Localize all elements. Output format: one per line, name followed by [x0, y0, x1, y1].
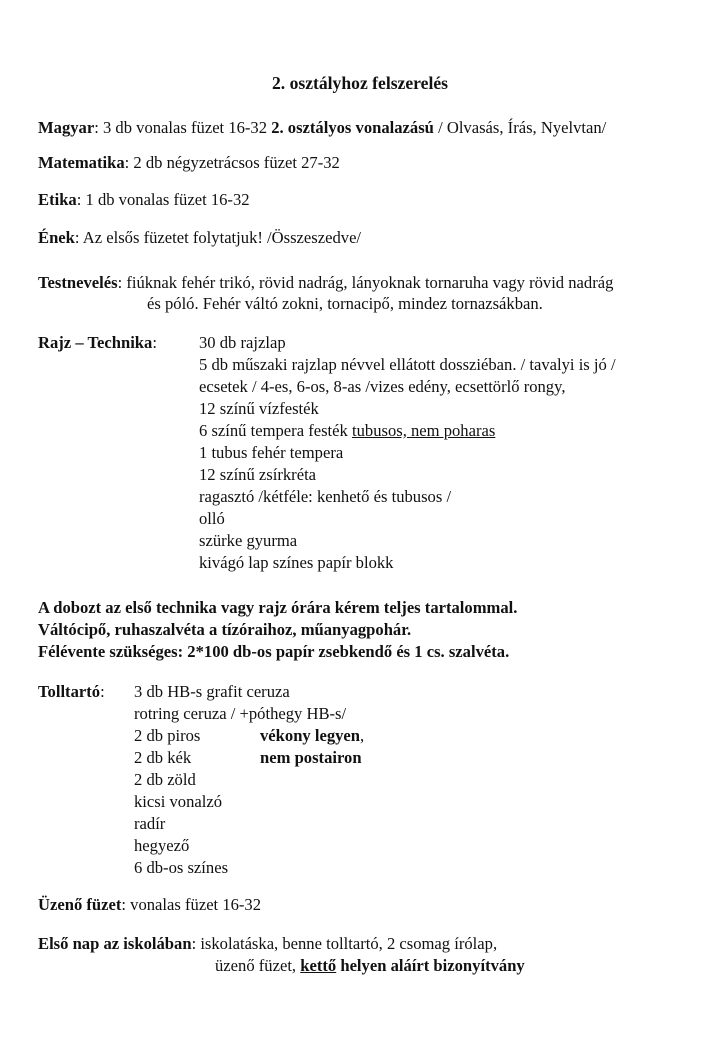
- testneveles-line-2: és póló. Fehér váltó zokni, tornacipő, mindez tornazsákban.: [147, 294, 543, 313]
- testneveles-line-1: [38, 273, 613, 293]
- matematika-label: Matematika: [38, 153, 125, 172]
- rajz-item: [199, 421, 495, 441]
- magyar-line: [38, 118, 606, 138]
- tolltarto-item: 3 db HB-s grafit ceruza: [134, 682, 290, 701]
- tolltarto-item: 6 db-os színes: [134, 858, 229, 877]
- rajz-item: ragasztó /kétféle: kenhető és tubusos /: [199, 487, 452, 506]
- magyar-label: Magyar: [38, 118, 95, 137]
- rajz-colon: :: [152, 333, 157, 352]
- magyar-text: : 3 db vonalas füzet 16-32: [94, 118, 272, 137]
- page-title: 2. osztályhoz felszerelés: [271, 73, 449, 93]
- rajz-item: 5 db műszaki rajzlap névvel ellátott dossziéban. / tavalyi is jó /: [199, 355, 616, 374]
- enek-text: : Az elsős füzetet folytatjuk! /Összeszedve/: [74, 228, 362, 247]
- rajz-item: 12 színű zsírkréta: [199, 465, 317, 484]
- rajz-item-underlined: tubusos, nem poharas: [351, 421, 496, 440]
- elso-nap-plain: üzenő füzet,: [215, 956, 301, 975]
- magyar-bold: 2. osztályos vonalazású: [271, 118, 434, 137]
- tolltarto-item: 2 db kék: [134, 748, 192, 767]
- rajz-item: 1 tubus fehér tempera: [199, 443, 344, 462]
- rajz-item: kivágó lap színes papír blokk: [199, 553, 394, 572]
- elso-nap-text-1: : iskolatáska, benne tolltartó, 2 csomag írólap,: [191, 934, 498, 953]
- rajz-label: Rajz – Technika: [38, 333, 153, 352]
- note-line: A dobozt az első technika vagy rajz órára kérem teljes tartalommal.: [38, 598, 518, 617]
- tolltarto-item: 2 db zöld: [134, 770, 196, 789]
- rajz-item: ecsetek / 4-es, 6-os, 8-as /vizes edény, ecsettörlő rongy,: [199, 377, 566, 396]
- tolltarto-item: hegyező: [134, 836, 190, 855]
- matematika-line: [38, 153, 340, 173]
- uzeno-text: : vonalas füzet 16-32: [121, 895, 262, 914]
- tolltarto-item: 2 db piros: [134, 726, 201, 745]
- enek-label: Ének: [38, 228, 75, 247]
- etika-label: Etika: [38, 190, 77, 209]
- rajz-item: 12 színű vízfesték: [199, 399, 319, 418]
- enek-line: [38, 228, 361, 248]
- tolltarto-colon: :: [100, 682, 105, 701]
- rajz-item: szürke gyurma: [199, 531, 298, 550]
- testneveles-label: Testnevelés: [38, 273, 118, 292]
- rajz-item: olló: [199, 509, 225, 528]
- elso-nap-line-2: [215, 956, 525, 976]
- rajz-item-text: 6 színű tempera festék: [199, 421, 352, 440]
- uzeno-line: [38, 895, 261, 915]
- elso-nap-bold: helyen aláírt bizonyítvány: [336, 956, 525, 975]
- elso-nap-line-1: [38, 934, 497, 954]
- tolltarto-label: Tolltartó: [38, 682, 101, 701]
- rajz-heading: [38, 333, 157, 353]
- matematika-text: : 2 db négyzetrácsos füzet 27-32: [124, 153, 340, 172]
- uzeno-label: Üzenő füzet: [38, 895, 122, 914]
- note-line: Félévente szükséges: 2*100 db-os papír zsebkendő és 1 cs. szalvéta.: [38, 642, 510, 661]
- magyar-rest: / Olvasás, Írás, Nyelvtan/: [433, 118, 607, 137]
- tolltarto-heading: [38, 682, 105, 702]
- tolltarto-note-2: nem postairon: [260, 748, 362, 767]
- tolltarto-item: kicsi vonalzó: [134, 792, 223, 811]
- tolltarto-item: rotring ceruza / +póthegy HB-s/: [134, 704, 347, 723]
- tolltarto-note-1-text: vékony legyen: [260, 726, 361, 745]
- tolltarto-note-1-tail: ,: [360, 726, 365, 745]
- elso-nap-label: Első nap az iskolában: [38, 934, 192, 953]
- note-line: Váltócipő, ruhaszalvéta a tízóraihoz, műanyagpohár.: [38, 620, 412, 639]
- tolltarto-item: radír: [134, 814, 166, 833]
- testneveles-text-1: : fiúknak fehér trikó, rövid nadrág, lányoknak tornaruha vagy rövid nadrág: [117, 273, 614, 292]
- rajz-item: 30 db rajzlap: [199, 333, 286, 352]
- tolltarto-note-1: [260, 726, 364, 746]
- etika-text: : 1 db vonalas füzet 16-32: [76, 190, 250, 209]
- etika-line: [38, 190, 250, 210]
- elso-nap-underlined: kettő: [300, 956, 337, 975]
